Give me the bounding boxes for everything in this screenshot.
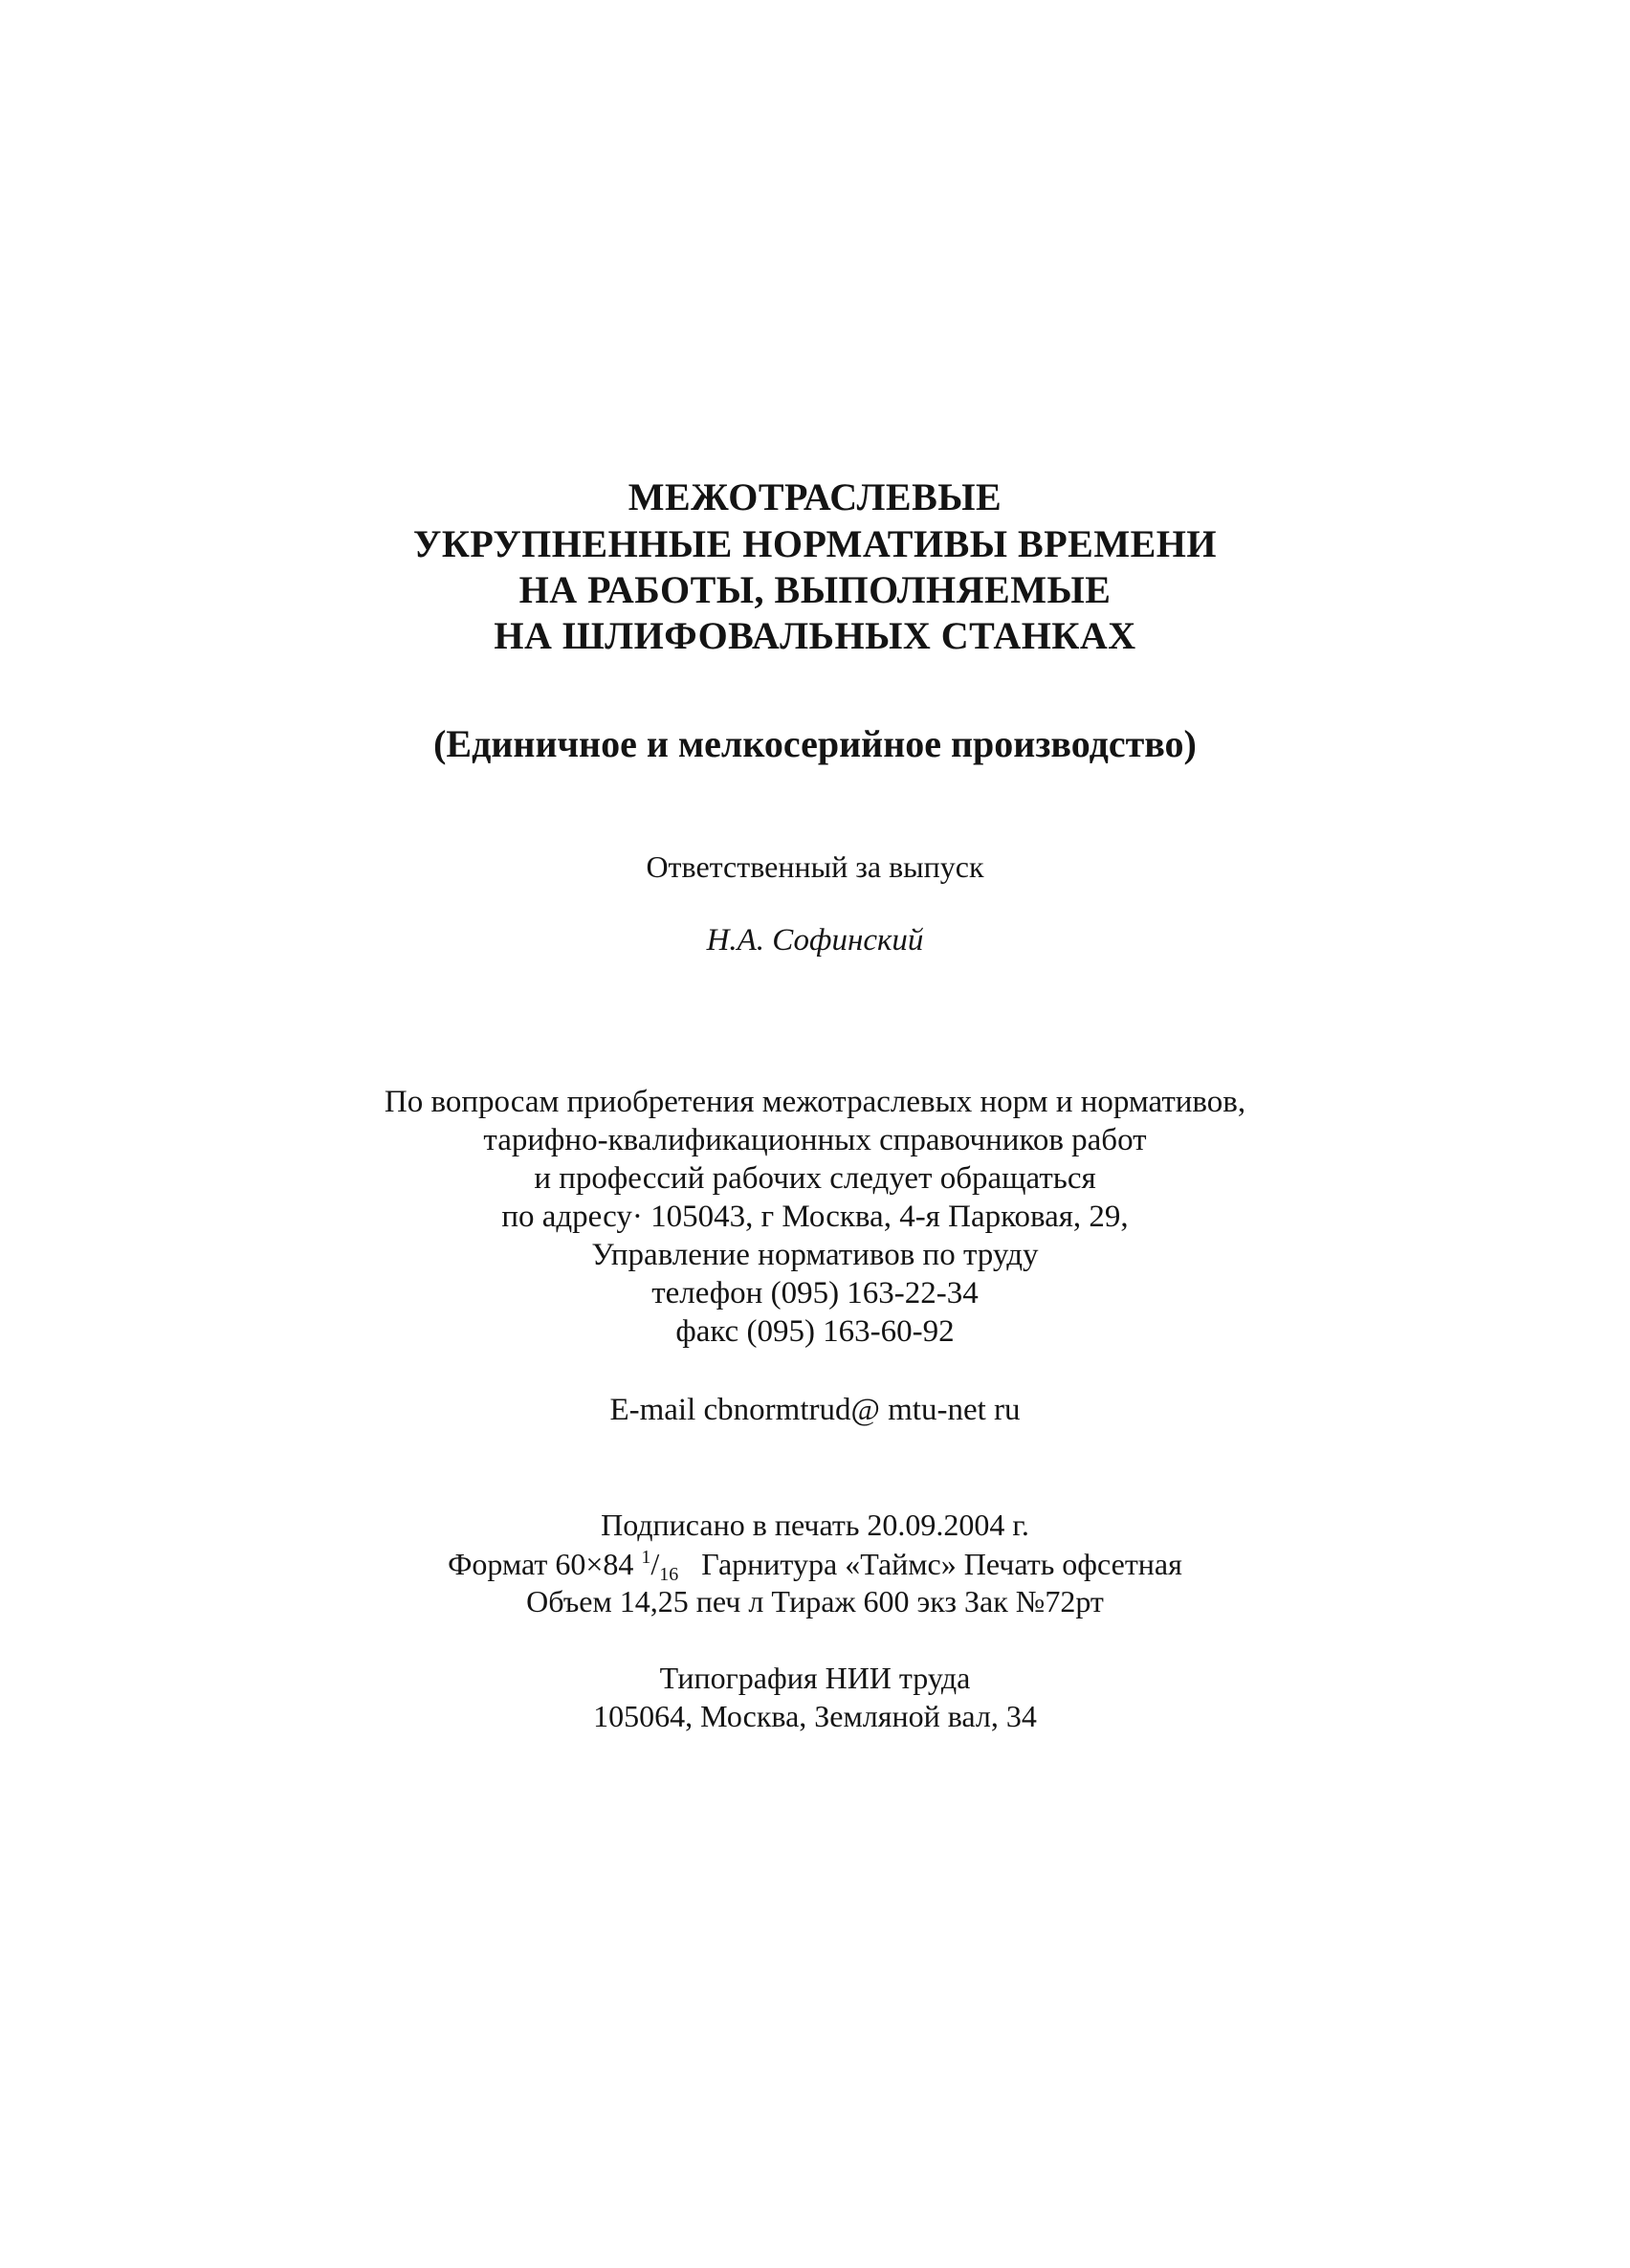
email-line: E-mail cbnormtrud@ mtu-net ru — [609, 1393, 1021, 1427]
contact-line-address: по адресу· 105043, г Москва, 4-я Парковая, 29, — [501, 1200, 1129, 1234]
imprint-format-prefix: Формат 60×84 — [448, 1547, 634, 1581]
title-line-2: УКРУПНЕННЫЕ НОРМАТИВЫ ВРЕМЕНИ — [413, 522, 1217, 565]
printer-address: 105064, Москва, Земляной вал, 34 — [593, 1699, 1037, 1733]
contact-line-2: тарифно-квалификационных справочников работ — [483, 1123, 1147, 1157]
responsible-label: Ответственный за выпуск — [646, 849, 984, 884]
title-line-4: НА ШЛИФОВАЛЬНЫХ СТАНКАХ — [494, 614, 1136, 657]
imprint-format-slash: / — [650, 1547, 660, 1581]
imprint-format-numerator: 1 — [641, 1547, 651, 1568]
imprint-format-line — [0, 1548, 1630, 1584]
printer-name: Типография НИИ труда — [659, 1661, 971, 1695]
imprint-volume-line: Объем 14,25 печ л Тираж 600 экз Зак №72рт — [526, 1584, 1104, 1618]
title-line-3: НА РАБОТЫ, ВЫПОЛНЯЕМЫЕ — [518, 568, 1112, 611]
imprint-format-suffix: Гарнитура «Таймс» Печать офсетная — [701, 1547, 1182, 1581]
contact-line-3: и профессий рабочих следует обращаться — [534, 1161, 1096, 1196]
contact-line-fax: факс (095) 163-60-92 — [675, 1314, 955, 1349]
contact-line-department: Управление нормативов по труду — [591, 1238, 1039, 1272]
title-line-1: МЕЖОТРАСЛЕВЫЕ — [628, 475, 1002, 518]
responsible-name: Н.А. Софинский — [706, 923, 924, 958]
imprint-format-denominator: 16 — [659, 1564, 679, 1585]
contact-line-phone: телефон (095) 163-22-34 — [651, 1276, 979, 1310]
imprint-signed-line: Подписано в печать 20.09.2004 г. — [601, 1508, 1029, 1542]
subtitle: (Единичное и мелкосерийное производство) — [433, 722, 1197, 765]
contact-line-1: По вопросам приобретения межотраслевых норм и нормативов, — [384, 1085, 1246, 1119]
